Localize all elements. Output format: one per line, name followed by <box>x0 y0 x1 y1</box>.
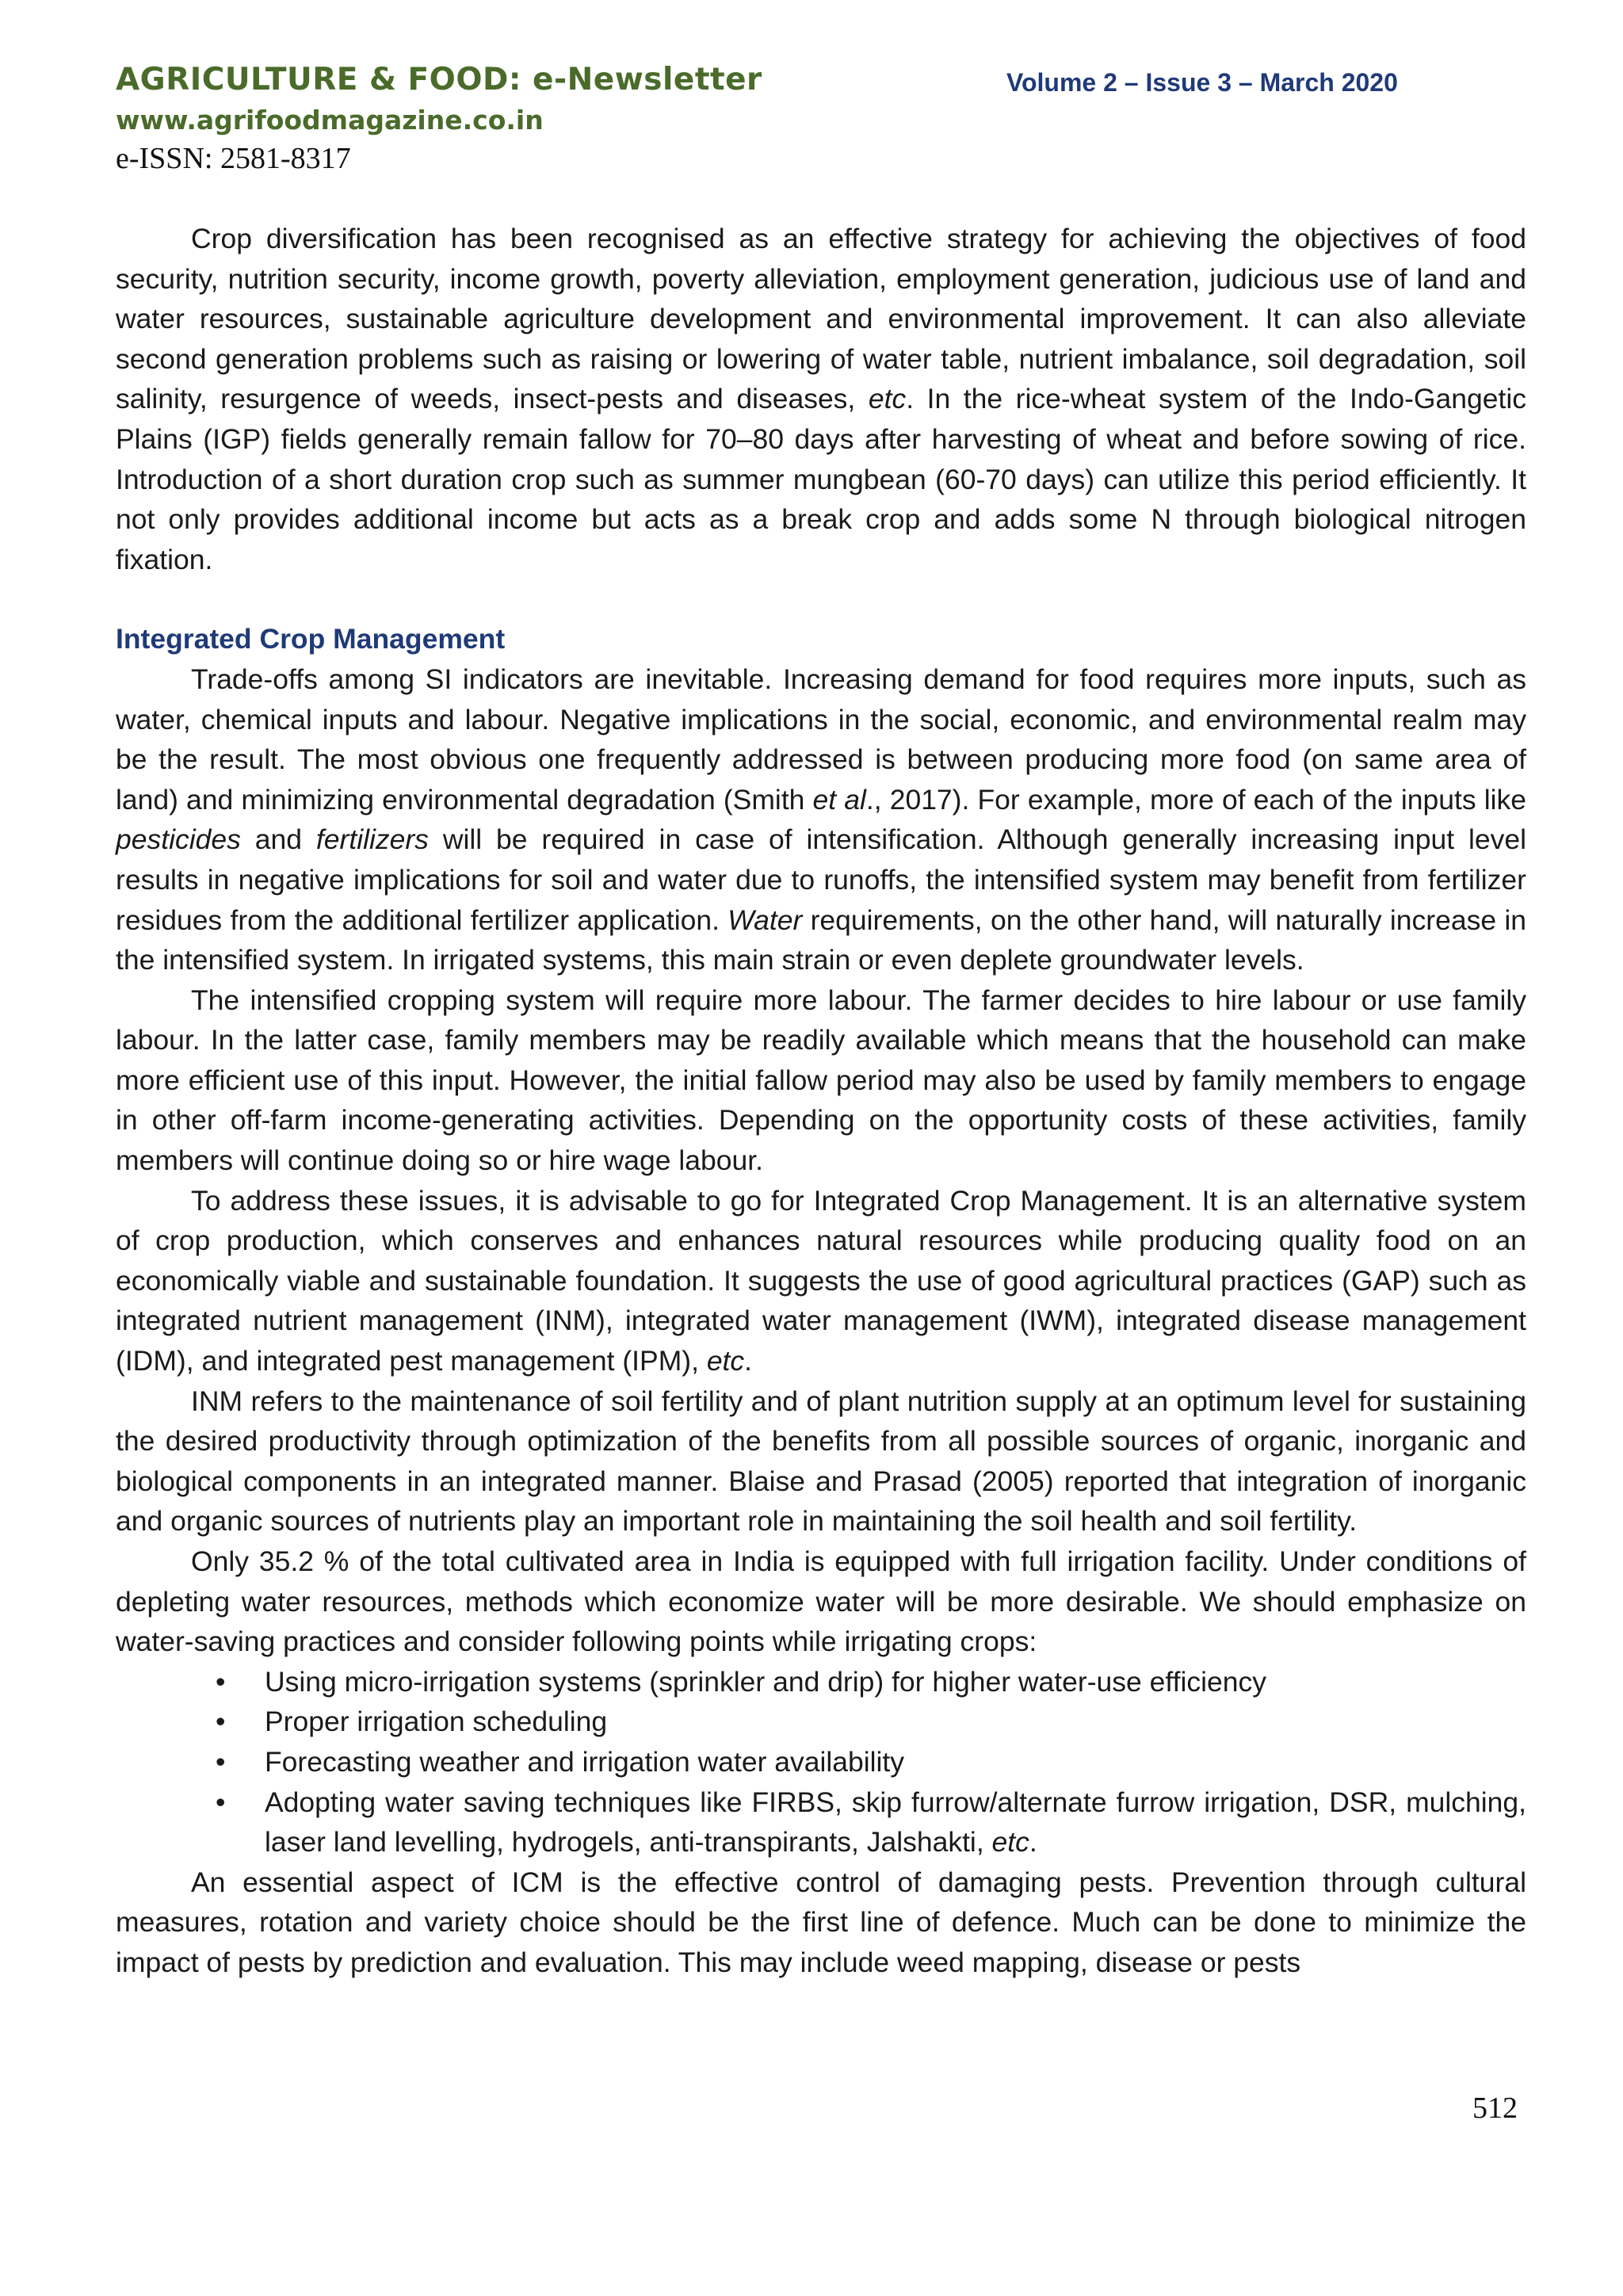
article-body <box>116 219 1526 1983</box>
list-item: • Proper irrigation scheduling <box>265 1702 1526 1742</box>
newsletter-title: AGRICULTURE & FOOD: e-Newsletter <box>116 62 762 97</box>
paragraph-inm: INM refers to the maintenance of soil fertility and of plant nutrition supply at an optimum level for sustaining the desired productivity through optimization of the benefits from all possible sources of organic, inorganic and biological components in an integrated manner. Blaise and Prasad (2005) reported that integration of inorganic and organic sources of nutrients play an important role in maintaining the soil health and soil fertility. <box>116 1385 1526 1538</box>
bullet-icon: • <box>216 1665 226 1698</box>
paragraph-irrigation: Only 35.2 % of the total cultivated area in India is equipped with full irrigation facility. Under conditions of depleting water resources, methods which economize water will be more desirable. We should emphasize on water-saving practices and consider following points while irrigating crops: <box>116 1545 1526 1658</box>
paragraph-icm: To address these issues, it is advisable to go for Integrated Crop Management. It is an alternative system of crop production, which conserves and enhances natural resources while producing quality food on an economically viable and sustainable foundation. It suggests the use of good agricultural practices (GAP) such as integrated nutrient management (INM), integrated water management (IWM), integrated disease management (IDM), and integrated pest management (IPM), etc. <box>116 1184 1526 1377</box>
issue-info: Volume 2 – Issue 3 – March 2020 <box>1006 68 1398 97</box>
section-heading: Integrated Crop Management <box>116 623 506 655</box>
issn-number: e-ISSN: 2581-8317 <box>116 142 351 175</box>
paragraph-pest-control: An essential aspect of ICM is the effective control of damaging pests. Prevention through cultural measures, rotation and variety choice should be the first line of defence. Much can be done to minimize the impact of pests by prediction and evaluation. This may include weed mapping, disease or pests <box>116 1866 1526 1978</box>
irrigation-points-list <box>116 1662 1526 1862</box>
list-item: • Adopting water saving techniques like FIRBS, skip furrow/alternate furrow irrigation, DSR, mulching, laser land levelling, hydrogels, anti-transpirants, Jalshakti, etc. <box>265 1782 1526 1862</box>
intro-paragraph: Crop diversification has been recognised as an effective strategy for achieving the objectives of food security, nutrition security, income growth, poverty alleviation, employment generation, judicious use of land and water resources, sustainable agriculture development and environmental improvement. It can also alleviate second generation problems such as raising or lowering of water table, nutrient imbalance, soil degradation, soil salinity, resurgence of weeds, insect-pests and diseases, etc. In the rice-wheat system of the Indo-Gangetic Plains (IGP) fields generally remain fallow for 70–80 days after harvesting of wheat and before sowing of rice. Introduction of a short duration crop such as summer mungbean (60-70 days) can utilize this period efficiently. It not only provides additional income but acts as a break crop and adds some N through biological nitrogen fixation. <box>116 223 1526 575</box>
bullet-icon: • <box>216 1786 226 1818</box>
bullet-icon: • <box>216 1706 226 1738</box>
page-number: 512 <box>1472 2092 1518 2125</box>
list-item: • Using micro-irrigation systems (sprinkler and drip) for higher water-use efficiency <box>265 1662 1526 1702</box>
paragraph-labour: The intensified cropping system will require more labour. The farmer decides to hire labour or use family labour. In the latter case, family members may be readily available which means that the household can make more efficient use of this input. However, the initial fallow period may also be used by family members to engage in other off-farm income-generating activities. Depending on the opportunity costs of these activities, family members will continue doing so or hire wage labour. <box>116 984 1526 1177</box>
bullet-icon: • <box>216 1745 226 1778</box>
paragraph-tradeoffs: Trade-offs among SI indicators are inevitable. Increasing demand for food requires more inputs, such as water, chemical inputs and labour. Negative implications in the social, economic, and environmental realm may be the result. The most obvious one frequently addressed is between producing more food (on same area of land) and minimizing environmental degradation (Smith et al., 2017). For example, more of each of the inputs like pesticides and fertilizers will be required in case of intensification. Although generally increasing input level results in negative implications for soil and water due to runoffs, the intensified system may benefit from fertilizer residues from the additional fertilizer application. Water requirements, on the other hand, will naturally increase in the intensified system. In irrigated systems, this main strain or even deplete groundwater levels. <box>116 663 1527 976</box>
list-item: • Forecasting weather and irrigation water availability <box>265 1742 1526 1782</box>
website-url: www.agrifoodmagazine.co.in <box>116 105 544 136</box>
